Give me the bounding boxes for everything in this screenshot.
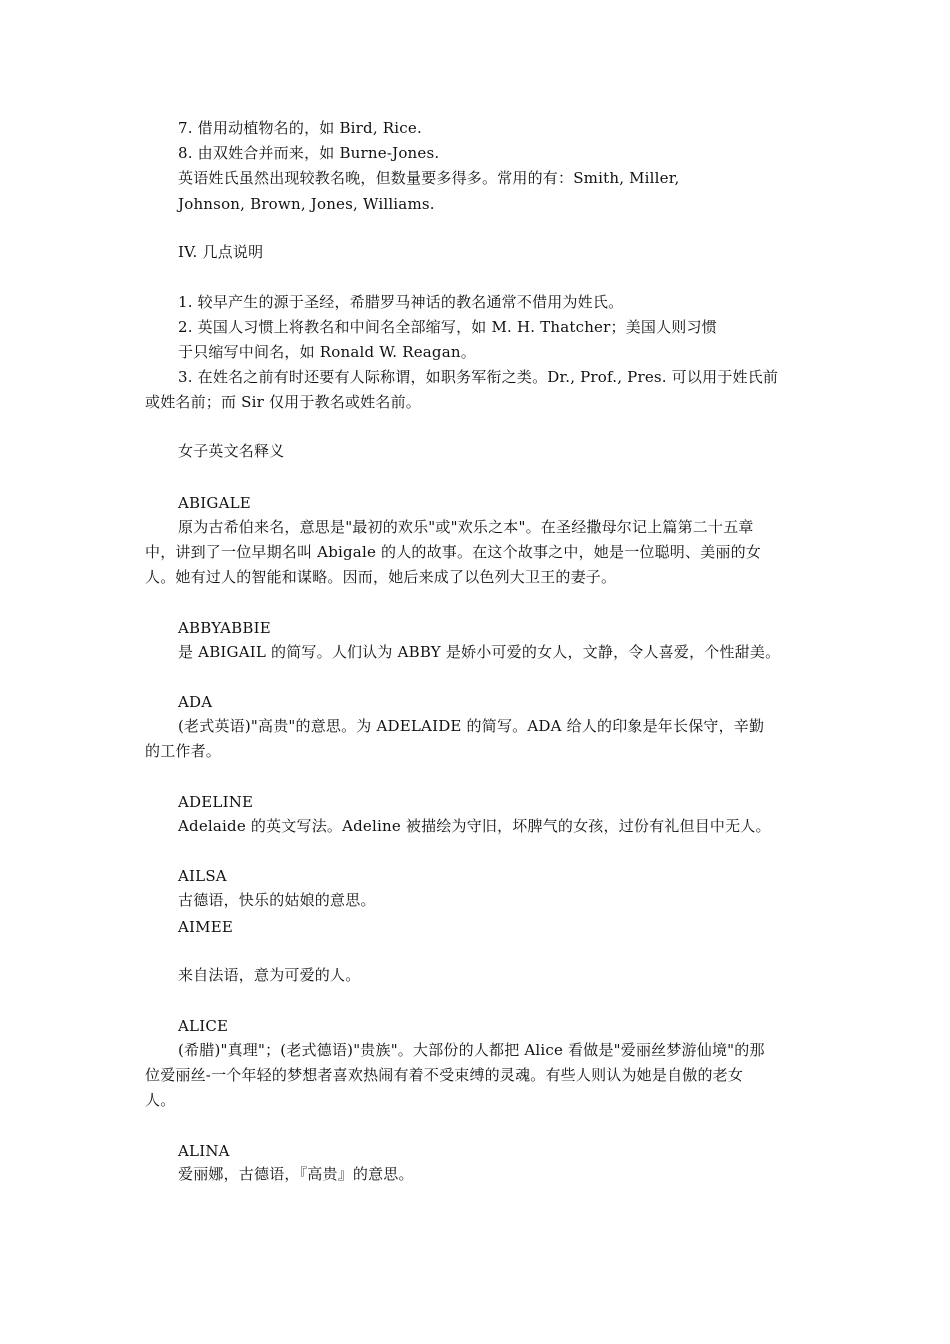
entry-text: 古德语，快乐的姑娘的意思。 <box>178 891 376 909</box>
entry-text: 位爱丽丝-一个年轻的梦想者喜欢热闹有着不受束缚的灵魂。有些人则认为她是自傲的老女 <box>145 1066 744 1084</box>
section-heading: IV. 几点说明 <box>178 243 264 261</box>
entry-text: (希腊)"真理"；(老式德语)"贵族"。大部份的人都把 Alice 看做是"爱丽丝梦游仙境"的那 <box>178 1041 765 1059</box>
intro-line: 8. 由双姓合并而来，如 Burne-Jones. <box>178 144 440 162</box>
entry-text: 来自法语，意为可爱的人。 <box>178 966 361 984</box>
entry-name: AILSA <box>178 867 227 885</box>
intro-line: 7. 借用动植物名的，如 Bird, Rice. <box>178 119 422 137</box>
entry-name: ABBYABBIE <box>178 619 271 637</box>
intro-line: Johnson, Brown, Jones, Williams. <box>178 195 435 213</box>
entry-text: 中，讲到了一位早期名叫 Abigale 的人的故事。在这个故事之中，她是一位聪明、美丽的女 <box>145 543 761 561</box>
entry-text: 是 ABIGAIL 的简写。人们认为 ABBY 是娇小可爱的女人，文静，令人喜爱，个性甜美。 <box>178 643 781 661</box>
entry-name: ALINA <box>178 1142 230 1160</box>
entry-text: Adelaide 的英文写法。Adeline 被描绘为守旧，坏脾气的女孩，过份有礼但目中无人。 <box>178 817 771 835</box>
entry-name: ALICE <box>178 1017 229 1035</box>
entry-name: ABIGALE <box>178 494 251 512</box>
entry-text: 人。她有过人的智能和谋略。因而，她后来成了以色列大卫王的妻子。 <box>145 568 617 586</box>
note-line: 2. 英国人习惯上将教名和中间名全部缩写，如 M. H. Thatcher；美国人则习惯 <box>178 318 717 336</box>
note-line: 于只缩写中间名，如 Ronald W. Reagan。 <box>178 343 476 361</box>
entry-text: 爱丽娜，古德语，『高贵』的意思。 <box>178 1165 414 1183</box>
note-line: 3. 在姓名之前有时还要有人际称谓，如职务军衔之类。Dr., Prof., Pres. 可以用于姓氏前 <box>178 368 779 386</box>
intro-line: 英语姓氏虽然出现较教名晚，但数量要多得多。常用的有：Smith, Miller, <box>178 169 680 187</box>
entry-text: 原为古希伯来名，意思是"最初的欢乐"或"欢乐之本"。在圣经撒母尔记上篇第二十五章 <box>178 518 754 536</box>
entry-name: ADA <box>178 693 213 711</box>
note-line: 或姓名前；而 Sir 仅用于教名或姓名前。 <box>145 393 421 411</box>
entry-text: 人。 <box>145 1091 176 1109</box>
entry-text: 的工作者。 <box>145 742 222 760</box>
glossary-title: 女子英文名释义 <box>178 442 285 460</box>
entry-text: (老式英语)"高贵"的意思。为 ADELAIDE 的简写。ADA 给人的印象是年长保守，辛勤 <box>178 717 765 735</box>
entry-name: ADELINE <box>178 793 254 811</box>
note-line: 1. 较早产生的源于圣经，希腊罗马神话的教名通常不借用为姓氏。 <box>178 293 624 311</box>
entry-name: AIMEE <box>178 918 234 936</box>
